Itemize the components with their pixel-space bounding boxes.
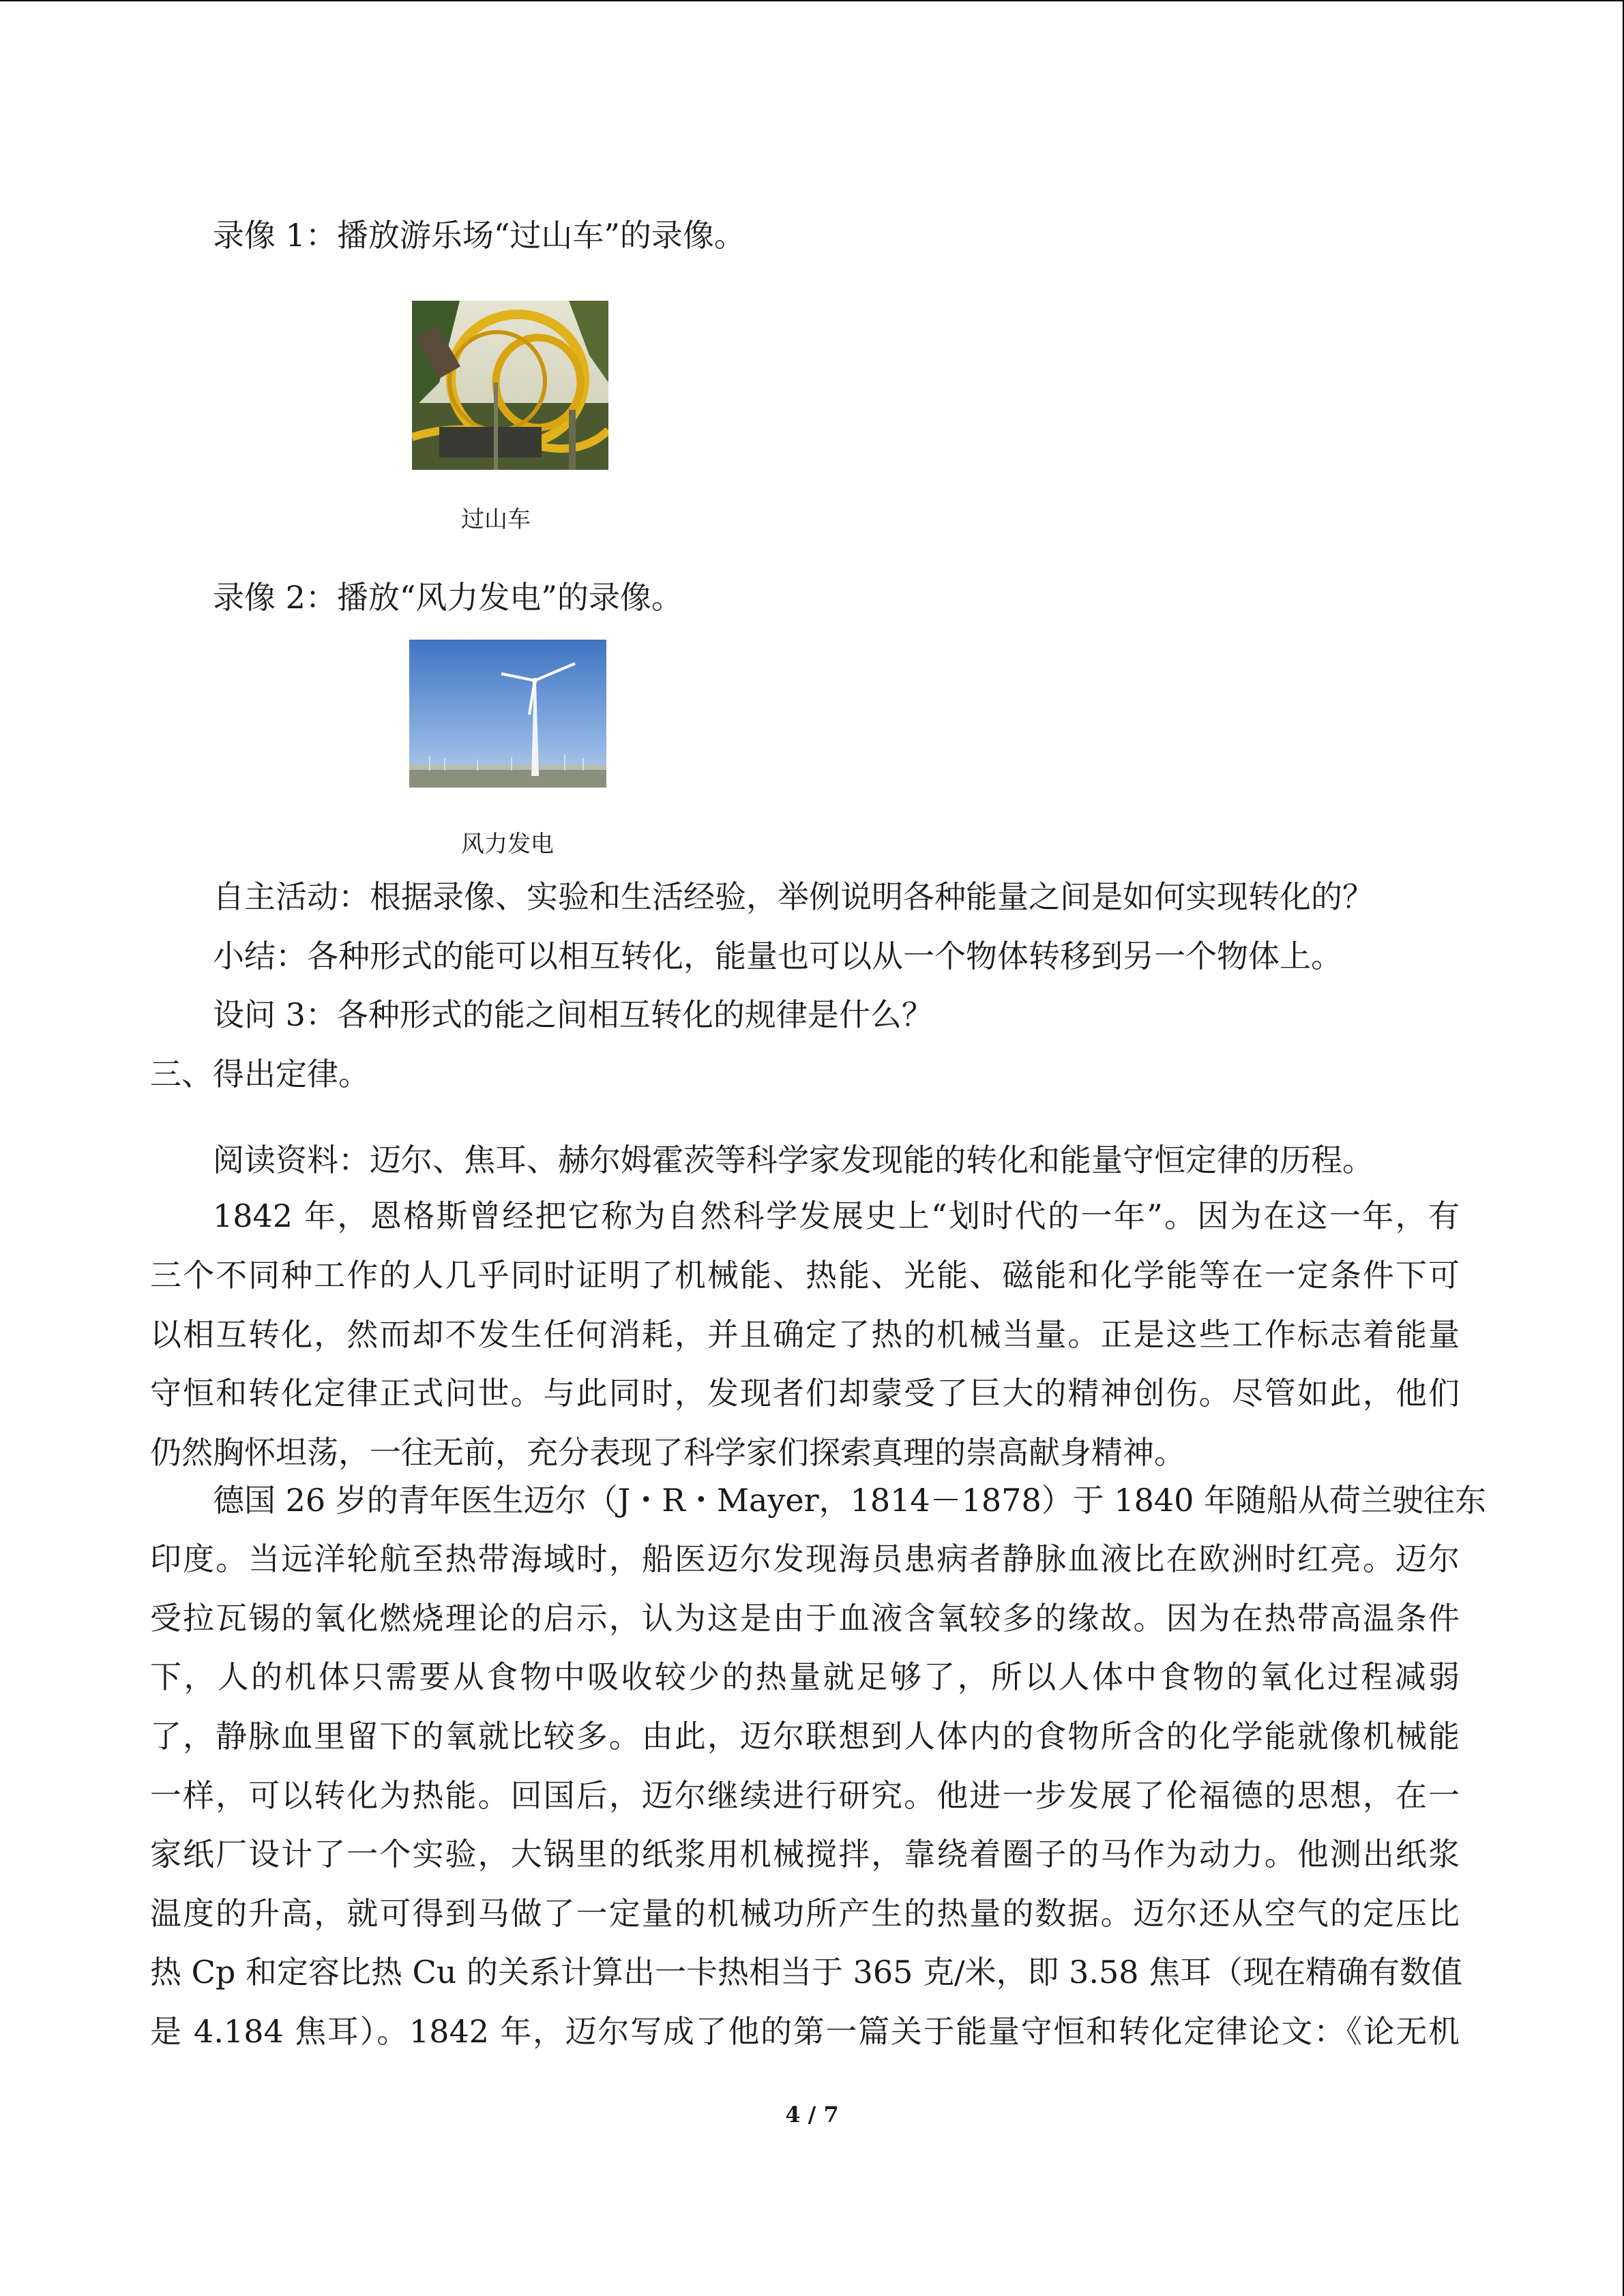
- paragraph-line: 了，静脉血里留下的氧就比较多。由此，迈尔联想到人体内的食物所含的化学能就像机械能: [150, 1718, 1460, 1755]
- roller-coaster-caption: 过山车: [461, 506, 531, 533]
- paragraph-line: 印度。当远洋轮航至热带海域时，船医迈尔发现海员患病者静脉血液比在欧洲时红亮。迈尔: [150, 1540, 1460, 1577]
- wind-turbine-caption: 风力发电: [461, 831, 554, 858]
- paragraph-line: 热 Cp 和定容比热 Cu 的关系计算出一卡热相当于 365 克/米，即 3.58 焦耳（现在精确有数值: [150, 1954, 1463, 1991]
- paragraph-line: 德国 26 岁的青年医生迈尔（J・R・Mayer，1814－1878）于 1840 年随船从荷兰驶往东: [213, 1482, 1487, 1519]
- paragraph-line: 守恒和转化定律正式问世。与此同时，发现者们却蒙受了巨大的精神创伤。尽管如此，他们: [150, 1375, 1460, 1412]
- video2-text: 录像 2：播放“风力发电”的录像。: [213, 579, 683, 616]
- paragraph-line: 1842 年，恩格斯曾经把它称为自然科学发展史上“划时代的一年”。因为在这一年，有: [213, 1197, 1460, 1234]
- paragraph-line: 温度的升高，就可得到马做了一定量的机械功所产生的热量的数据。迈尔还从空气的定压比: [150, 1895, 1460, 1932]
- reading-text: 阅读资料：迈尔、焦耳、赫尔姆霍茨等科学家发现能的转化和能量守恒定律的历程。: [213, 1142, 1374, 1178]
- wind-turbine-image: [409, 640, 606, 788]
- summary-text: 小结：各种形式的能可以相互转化，能量也可以从一个物体转移到另一个物体上。: [213, 938, 1342, 974]
- activity-text: 自主活动：根据录像、实验和生活经验，举例说明各种能量之间是如何实现转化的？: [213, 878, 1374, 915]
- paragraph-line: 三个不同种工作的人几乎同时证明了机械能、热能、光能、磁能和化学能等在一定条件下可: [150, 1257, 1460, 1294]
- video1-text: 录像 1：播放游乐场“过山车”的录像。: [213, 217, 745, 254]
- paragraph-line: 家纸厂设计了一个实验，大锅里的纸浆用机械搅拌，靠绕着圈子的马作为动力。他测出纸浆: [150, 1836, 1460, 1873]
- paragraph-line: 一样，可以转化为热能。回国后，迈尔继续进行研究。他进一步发展了伦福德的思想，在一: [150, 1777, 1460, 1814]
- question3-text: 设问 3：各种形式的能之间相互转化的规律是什么？: [213, 996, 933, 1033]
- paragraph-line: 以相互转化，然而却不发生任何消耗，并且确定了热的机械当量。正是这些工作标志着能量: [150, 1316, 1460, 1353]
- top-border: [0, 0, 1624, 1]
- paragraph-line: 是 4.184 焦耳）。1842 年，迈尔写成了他的第一篇关于能量守恒和转化定律论文：《论无机: [150, 2013, 1460, 2050]
- paragraph-line: 仍然胸怀坦荡，一往无前，充分表现了科学家们探索真理的崇高献身精神。: [150, 1434, 1185, 1471]
- section-heading: 三、得出定律。: [150, 1056, 370, 1092]
- roller-coaster-image: [412, 301, 608, 470]
- paragraph-line: 受拉瓦锡的氧化燃烧理论的启示，认为这是由于血液含氧较多的缘故。因为在热带高温条件: [150, 1600, 1460, 1637]
- page-number: 4 / 7: [785, 2102, 839, 2128]
- paragraph-line: 下，人的机体只需要从食物中吸收较少的热量就足够了，所以人体中食物的氧化过程减弱: [150, 1658, 1460, 1695]
